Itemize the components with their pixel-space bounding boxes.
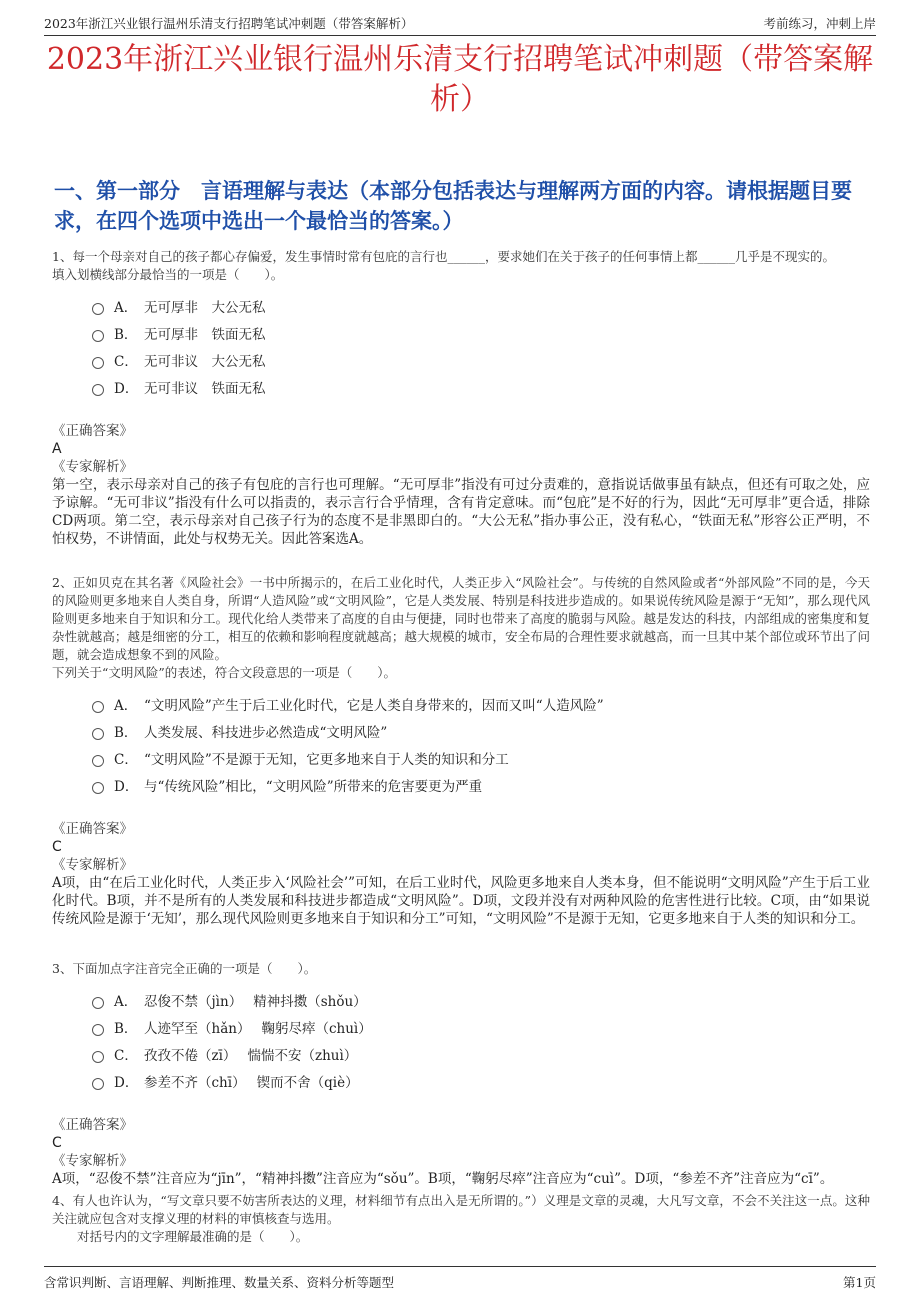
header-doc-title: 2023年浙江兴业银行温州乐清支行招聘笔试冲刺题（带答案解析） xyxy=(44,16,414,31)
option-d[interactable]: D． 无可非议 铁面无私 xyxy=(92,373,870,400)
question-stem: 3、下面加点字注音完全正确的一项是（ ）。 xyxy=(52,961,317,976)
explanation-text: A项，由“在后工业化时代，人类正步入‘风险社会’”可知，在后工业时代，风险更多地来自人类本身，但不能说明“文明风险”产生于后工业化时代。B项，并不是所有的人类发展和科技进步都造成“文明风险”。D项，文段并没有对两种风险的危害性进行比较。C项，由“如果说传统风险是源于‘无知’，那么现代风险则更多地来自于知识和分工”可知，“文明风险”不是源于无知，它更多地来自于人类的知识和分工。 xyxy=(52,875,870,927)
correct-answer: C xyxy=(52,839,62,855)
radio-icon[interactable] xyxy=(92,782,104,794)
option-c[interactable]: C． 孜孜不倦（zī） 惴惴不安（zhuì） xyxy=(92,1040,870,1067)
page-number: 第1页 xyxy=(843,1275,876,1290)
section-heading: 一、第一部分 言语理解与表达（本部分包括表达与理解两方面的内容。请根据题目要求，在四个选项中选出一个最恰当的答案。） xyxy=(54,178,852,233)
footer-note: 含常识判断、言语理解、判断推理、数量关系、资料分析等题型 xyxy=(44,1275,395,1290)
document-title: 2023年浙江兴业银行温州乐清支行招聘笔试冲刺题（带答案解析） xyxy=(46,42,874,117)
option-a[interactable]: A． “文明风险”产生于后工业化时代，它是人类自身带来的，因而又叫“人造风险” xyxy=(92,690,870,717)
question-1 xyxy=(52,248,870,548)
option-d[interactable]: D． 参差不齐（chī） 锲而不舍（qiè） xyxy=(92,1067,870,1094)
answer-label: 《正确答案》 xyxy=(52,821,133,837)
option-d[interactable]: D． 与“传统风险”相比，“文明风险”所带来的危害要更为严重 xyxy=(92,771,870,798)
radio-icon[interactable] xyxy=(92,330,104,342)
question-stem: 4、有人也许认为，“写文章只要不妨害所表达的义理，材料细节有点出入是无所谓的。”）义理是文章的灵魂，大凡写文章，不会不关注这一点。这种关注就应包含对支撑义理的材料的审慎核查与选用。 xyxy=(52,1193,870,1226)
answer-block xyxy=(52,820,870,928)
radio-icon[interactable] xyxy=(92,357,104,369)
explanation-label: 《专家解析》 xyxy=(52,857,133,873)
option-c[interactable]: C． “文明风险”不是源于无知，它更多地来自于人类的知识和分工 xyxy=(92,744,870,771)
option-b[interactable]: B． 无可厚非 铁面无私 xyxy=(92,319,870,346)
explanation-label: 《专家解析》 xyxy=(52,1153,133,1169)
radio-icon[interactable] xyxy=(92,303,104,315)
answer-block xyxy=(52,1116,870,1188)
question-stem: 1、每一个母亲对自己的孩子都心存偏爱，发生事情时常有包庇的言行也______，要求她们在关于孩子的任何事情上都______几乎是不现实的。 xyxy=(52,249,835,264)
question-2 xyxy=(52,574,870,928)
correct-answer: C xyxy=(52,1135,62,1151)
explanation-label: 《专家解析》 xyxy=(52,459,133,475)
answer-label: 《正确答案》 xyxy=(52,1117,133,1133)
option-c[interactable]: C． 无可非议 大公无私 xyxy=(92,346,870,373)
question-3 xyxy=(52,960,870,1188)
option-list xyxy=(52,292,870,400)
explanation-text: A项，“忍俊不禁”注音应为“jīn”，“精神抖擞”注音应为“sǒu”。B项，“鞠躬尽瘁”注音应为“cuì”。D项，“参差不齐”注音应为“cī”。 xyxy=(52,1171,834,1187)
answer-block xyxy=(52,422,870,548)
radio-icon[interactable] xyxy=(92,701,104,713)
question-prompt: 下列关于“文明风险”的表述，符合文段意思的一项是（ ）。 xyxy=(52,665,397,680)
page-header xyxy=(44,10,876,36)
option-a[interactable]: A． 忍俊不禁（jìn） 精神抖擞（shǒu） xyxy=(92,986,870,1013)
radio-icon[interactable] xyxy=(92,728,104,740)
radio-icon[interactable] xyxy=(92,384,104,396)
option-list xyxy=(52,690,870,798)
option-a[interactable]: A． 无可厚非 大公无私 xyxy=(92,292,870,319)
question-4 xyxy=(52,1192,870,1246)
correct-answer: A xyxy=(52,441,62,457)
answer-label: 《正确答案》 xyxy=(52,423,133,439)
option-b[interactable]: B． 人迹罕至（hǎn） 鞠躬尽瘁（chuì） xyxy=(92,1013,870,1040)
radio-icon[interactable] xyxy=(92,1051,104,1063)
page-footer xyxy=(44,1266,876,1291)
radio-icon[interactable] xyxy=(92,997,104,1009)
question-prompt: 对括号内的文字理解最准确的是（ ）。 xyxy=(77,1229,309,1244)
option-list xyxy=(52,986,870,1094)
question-prompt: 填入划横线部分最恰当的一项是（ ）。 xyxy=(52,267,284,282)
option-b[interactable]: B． 人类发展、科技进步必然造成“文明风险” xyxy=(92,717,870,744)
header-slogan: 考前练习，冲刺上岸 xyxy=(763,16,876,31)
radio-icon[interactable] xyxy=(92,1078,104,1090)
question-stem: 2、正如贝克在其名著《风险社会》一书中所揭示的，在后工业化时代，人类正步入“风险社会”。与传统的自然风险或者“外部风险”不同的是，今天的风险则更多地来自人类自身，所谓“人造风险”或“文明风险”，它是人类发展、特别是科技进步造成的。如果说传统风险是源于“无知”，那么现代风险则更多地来自于知识和分工。现代化给人类带来了高度的自由与便捷，同时也带来了高度的脆弱与风险。越是发达的科技，内部组成的密集度和复杂性就越高；越是细密的分工，相互的依赖和影响程度就越高；越大规模的城市，安全布局的合理性要求就越高，而一旦其中某个部位或环节出了问题，就会造成想象不到的风险。 xyxy=(52,575,870,662)
explanation-text: 第一空，表示母亲对自己的孩子有包庇的言行也可理解。“无可厚非”指没有可过分责难的，意指说话做事虽有缺点，但还有可取之处，应予谅解。“无可非议”指没有什么可以指责的，表示言行合乎情理，含有肯定意味。而“包庇”是不好的行为，因此“无可厚非”更合适，排除CD两项。第二空，表示母亲对自己孩子行为的态度不是非黑即白的。“大公无私”指办事公正，没有私心，“铁面无私”形容公正严明，不怕权势，不讲情面，此处与权势无关。因此答案选A。 xyxy=(52,477,870,547)
radio-icon[interactable] xyxy=(92,1024,104,1036)
radio-icon[interactable] xyxy=(92,755,104,767)
